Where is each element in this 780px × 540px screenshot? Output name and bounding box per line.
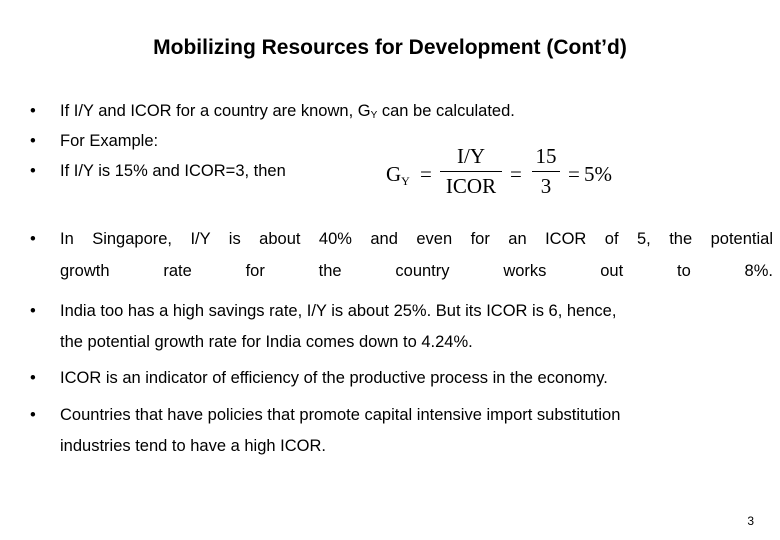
- formula-equals: =: [420, 162, 432, 186]
- formula-denominator: 3: [540, 174, 552, 198]
- bullet-text-pre: If I/Y and ICOR for a country are known, G: [60, 102, 371, 120]
- fraction-bar: [532, 171, 560, 172]
- bullet-dot: •: [30, 102, 36, 120]
- formula-fraction-15-3: [532, 144, 560, 199]
- bullet-text-subscript: Y: [370, 110, 378, 121]
- bullet-text-line: India too has a high savings rate, I/Y is about 25%. But its ICOR is 6, hence,: [60, 302, 617, 320]
- formula-g: G: [386, 162, 402, 186]
- bullet-dot: •: [30, 302, 36, 320]
- bullet-text: [60, 223, 773, 287]
- formula-fraction-iy-icor: [440, 144, 502, 199]
- bullet-dot: •: [30, 132, 36, 150]
- bullet-dot: •: [30, 162, 36, 180]
- bullet-text-line: In Singapore, I/Y is about 40% and even for an ICOR of 5, the potential: [60, 230, 773, 248]
- page-number: 3: [747, 514, 754, 528]
- bullet-text: If I/Y is 15% and ICOR=3, then: [60, 162, 286, 180]
- formula-equals: =: [568, 162, 580, 186]
- bullet-text-line: industries tend to have a high ICOR.: [60, 437, 326, 455]
- growth-formula: [386, 144, 616, 204]
- bullet-dot: •: [30, 230, 36, 248]
- bullet-text-line: the potential growth rate for India comes down to 4.24%.: [60, 333, 473, 351]
- bullet-text: [60, 101, 515, 126]
- fraction-bar: [440, 171, 502, 172]
- bullet-dot: •: [30, 406, 36, 424]
- bullet-text-line: Countries that have policies that promote capital intensive import substitution: [60, 406, 621, 424]
- formula-equals: =: [510, 162, 522, 186]
- bullet-text-post: can be calculated.: [377, 102, 515, 120]
- formula-g-subscript: Y: [401, 174, 410, 188]
- bullet-text-line: growth rate for the country works out to 8%.: [60, 262, 773, 280]
- formula-result: 5%: [584, 162, 612, 186]
- bullet-text: For Example:: [60, 132, 159, 150]
- formula-denominator: ICOR: [445, 174, 497, 198]
- formula-gy: [386, 162, 410, 189]
- bullet-dot: •: [30, 369, 36, 387]
- bullet-text: ICOR is an indicator of efficiency of the productive process in the economy.: [60, 369, 608, 387]
- formula-numerator: 15: [535, 144, 557, 168]
- slide-title: Mobilizing Resources for Development (Cont’d): [153, 36, 627, 59]
- formula-numerator: I/Y: [457, 144, 485, 168]
